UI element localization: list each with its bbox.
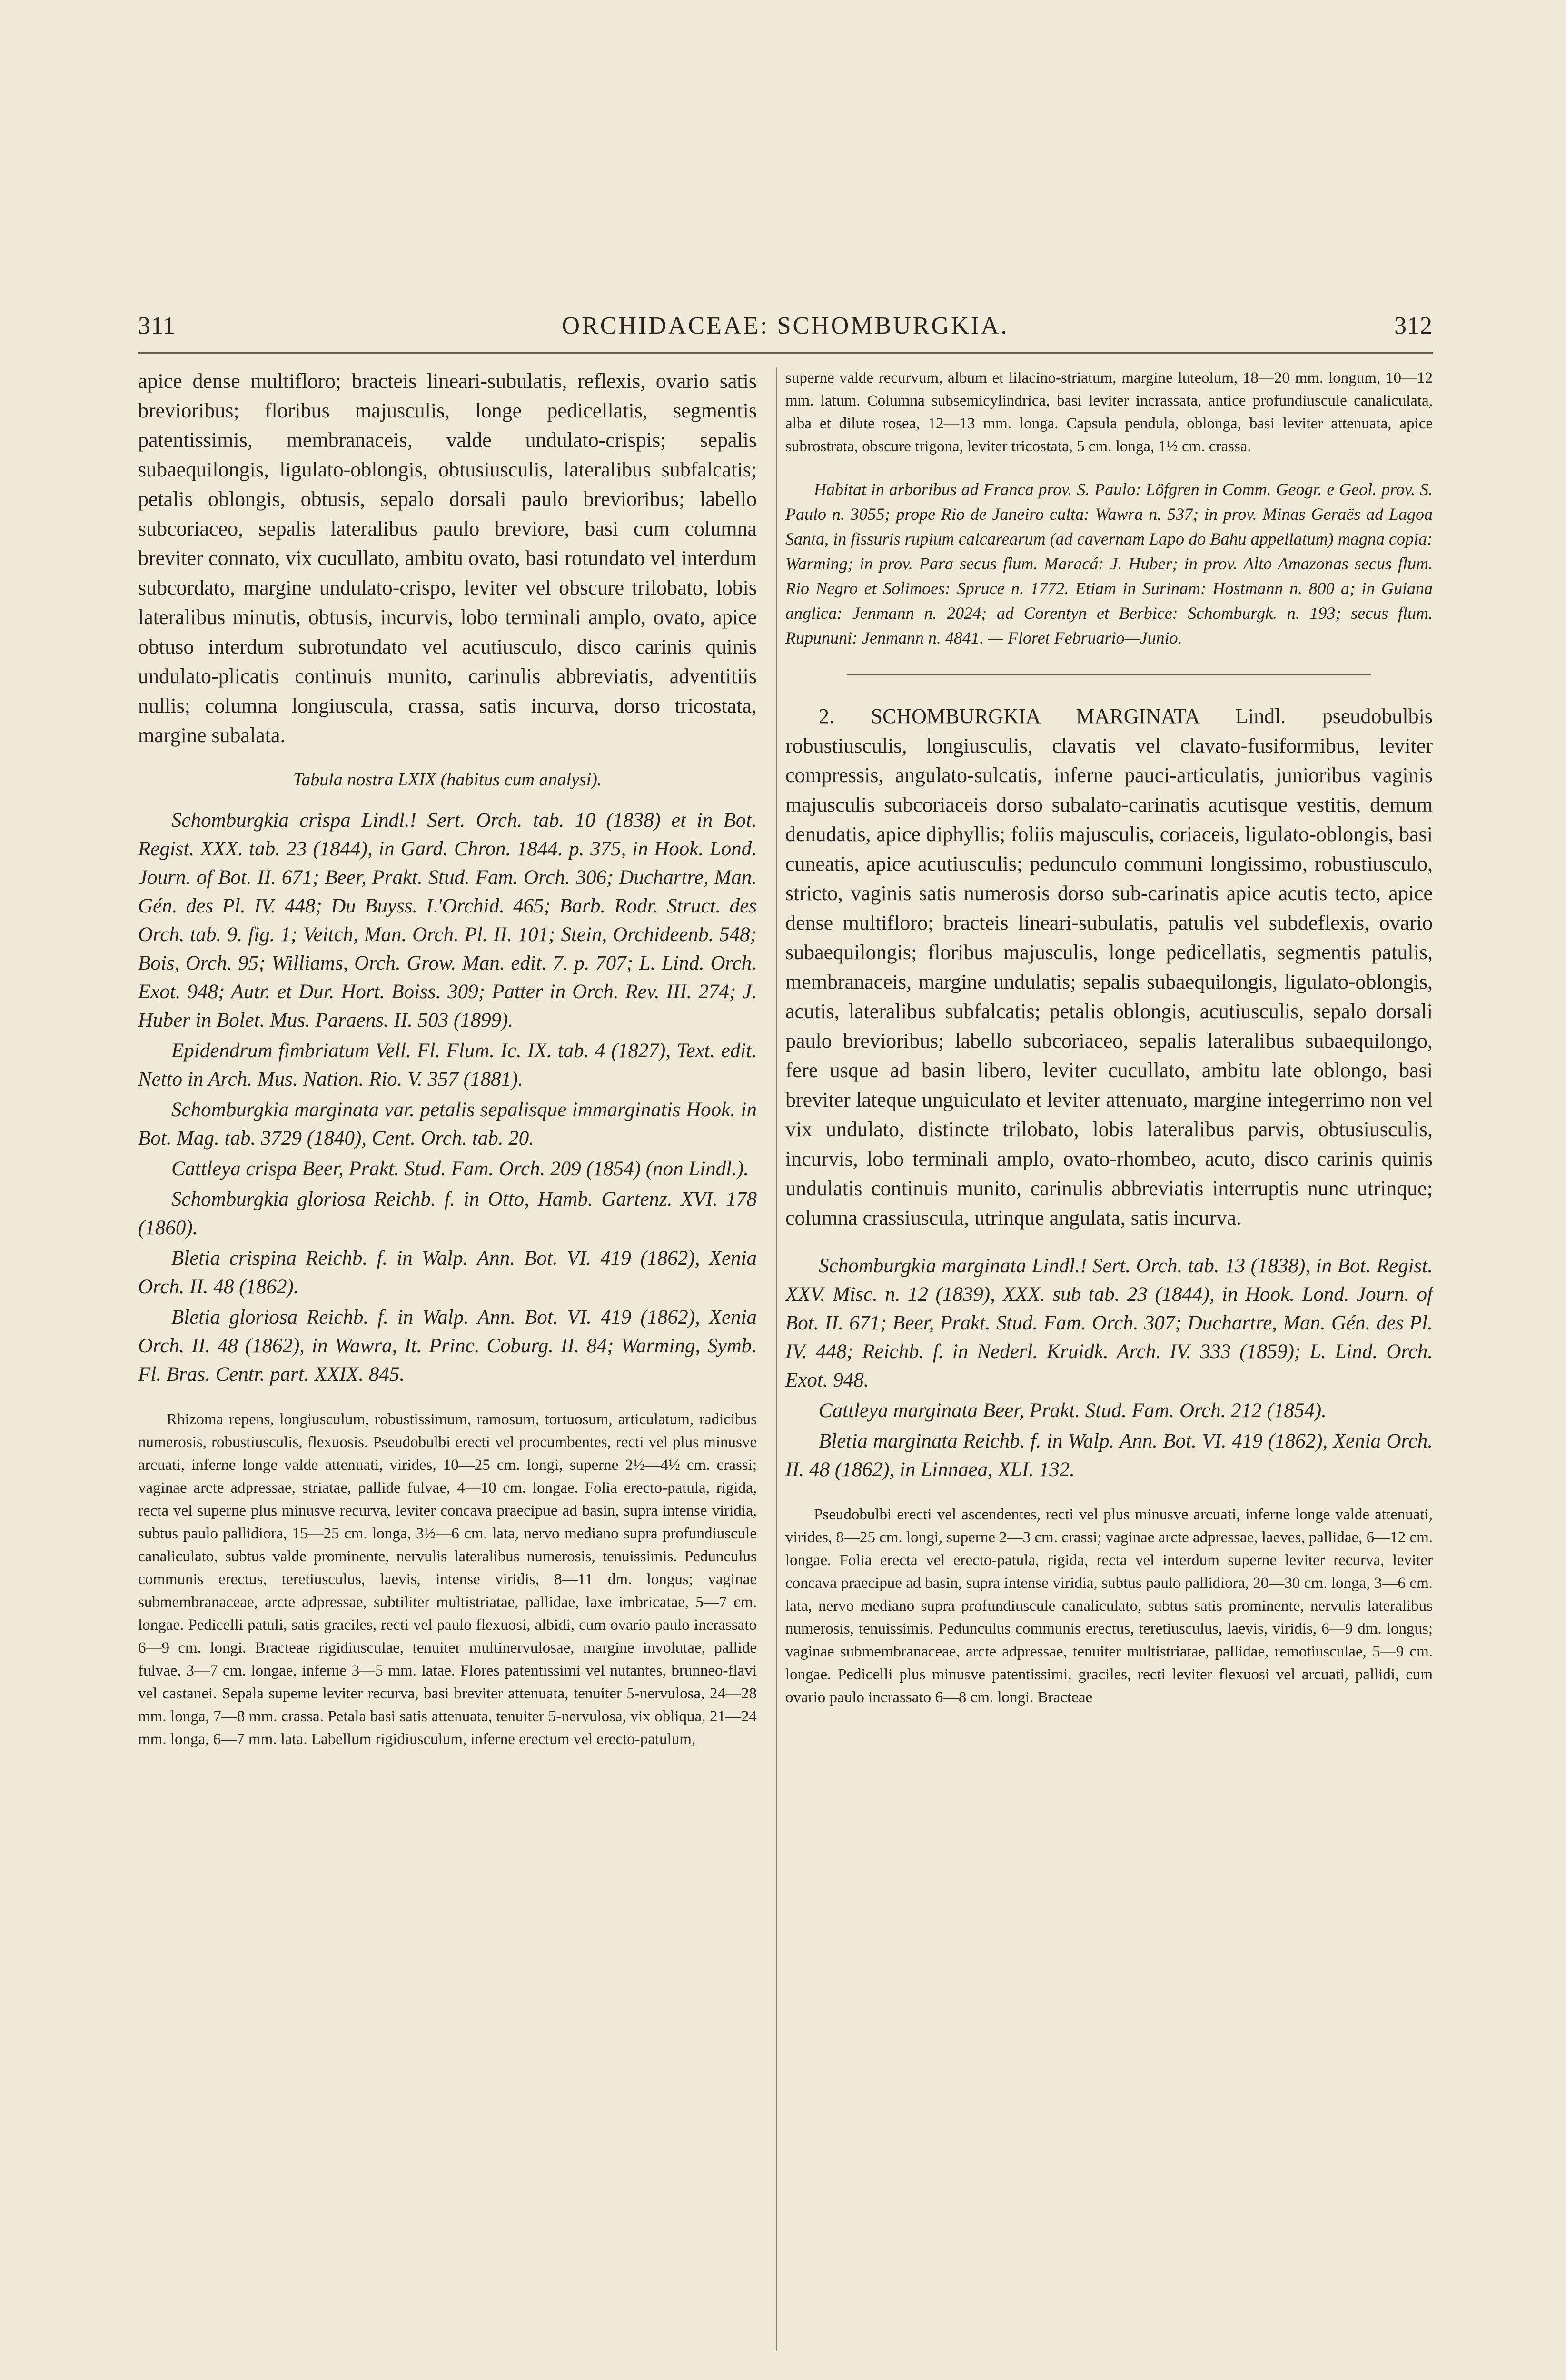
synonym-entry: Schomburgkia marginata Lindl.! Sert. Orch. tab. 13 (1838), in Bot. Regist. XXV. Misc. n. 12 (1839), XXX. sub tab. 23 (1844), in Hook. Lond. Journ. of Bot. II. 671; Beer, Prakt. Stud. Fam. Orch. 307; Duchartre, Man. Gén. des Pl. IV. 448; Reichb. f. in Nederl. Kruidk. Arch. IV. 333 (1859); L. Lind. Orch. Exot. 948. [785, 1255, 1433, 1391]
page-number-left: 311 [138, 312, 176, 339]
species-entry [785, 702, 1433, 1233]
species-description-continued: apice dense multifloro; bracteis lineari-subulatis, reflexis, ovario satis brevioribus; floribus majusculis, longe pedicellatis, segmentis patentissimis, membranaceis, valde undulato-crispis; sepalis subaequilongis, ligulato-oblongis, obtusiusculis, lateralibus subfalcatis; petalis oblongis, obtusis, sepalo dorsali paulo brevioribus; labello subcoriaceo, sepalis lateralibus paulo breviore, basi cum columna breviter connato, vix cucullato, ambitu ovato, basi rotundato vel interdum subcordato, margine undulato-crispo, leviter vel obscure trilobato, lobis lateralibus minutis, obtusis, incurvis, lobo terminali amplo, ovato, apice obtuso interdum subrotundato vel acutiusculo, disco carinis quinis undulato-plicatis continuis munito, carinulis abbreviatis, adventitiis nullis; columna longiuscula, crassa, satis incurva, dorso tricostata, margine subalata. [138, 369, 757, 747]
habitat-paragraph: Habitat in arboribus ad Franca prov. S. Paulo: Löfgren in Comm. Geogr. e Geol. prov. S. Paulo n. 3055; prope Rio de Janeiro culta: Wawra n. 537; in prov. Minas Geraës ad Lagoa Santa, in fissuris rupium calcarearum (ad cavernam Lapo do Bahu appellatum) magna copia: Warming; in prov. Para secus flum. Maracá: J. Huber; in prov. Alto Amazonas secus flum. Rio Negro et Solimoes: Spruce n. 1772. Etiam in Surinam: Hostmann n. 800 a; in Guiana anglica: Jenmann n. 2024; ad Corentyn et Berbice: Schomburgk. n. 193; secus flum. Rupununi: Jenmann n. 4841. — Floret Februario—Junio. [785, 480, 1433, 647]
left-column [138, 367, 757, 2361]
synonym-entry: Bletia marginata Reichb. f. in Walp. Ann. Bot. VI. 419 (1862), Xenia Orch. II. 48 (1862), in Linnaea, XLI. 132. [785, 1430, 1433, 1481]
detailed-description-small: Pseudobulbi erecti vel ascendentes, recti vel plus minusve arcuati, inferne longe valde attenuati, virides, 8—25 cm. longi, superne 2—3 cm. crassi; vaginae arcte adpressae, laeves, pallidae, 6—12 cm. longae. Folia erecta vel erecto-patula, rigida, recta vel interdum superne leviter recurva, leviter concava praecipue ad basin, supra intense viridia, subtus paulo pallidiora, 20—30 cm. longa, 3—6 cm. lata, nervo mediano supra profundiuscule canaliculato, subtus satis prominente, nervulis lateralibus numerosis, tenuissimis. Pedunculus communis erectus, teretiusculus, laevis, viridis, 6—9 dm. longus; vaginae submembranaceae, arcte adpressae, tenuiter multistriatae, pallidae, remotiusculae, 5—9 cm. longae. Pedicelli plus minusve patentissimi, graciles, recti leviter flexuosi vel arcuati, pallidi, cum ovario paulo incrassato 6—8 cm. longi. Bracteae [785, 1506, 1433, 1706]
synonym-entry: Schomburgkia marginata var. petalis sepalisque immarginatis Hook. in Bot. Mag. tab. 3729 (1840), Cent. Orch. tab. 20. [138, 1099, 757, 1150]
synonym-entry: Cattleya marginata Beer, Prakt. Stud. Fam. Orch. 212 (1854). [819, 1399, 1327, 1422]
synonym-entry: Schomburgkia crispa Lindl.! Sert. Orch. tab. 10 (1838) et in Bot. Regist. XXX. tab. 23 (1844), in Gard. Chron. 1844. p. 375, in Hook. Lond. Journ. of Bot. II. 671; Beer, Prakt. Stud. Fam. Orch. 306; Duchartre, Man. Gén. des Pl. IV. 448; Du Buyss. L'Orchid. 465; Barb. Rodr. Struct. des Orch. tab. 9. fig. 1; Veitch, Man. Orch. Pl. II. 101; Stein, Orchideenb. 548; Bois, Orch. 95; Williams, Orch. Grow. Man. edit. 7. p. 707; L. Lind. Orch. Exot. 948; Autr. et Dur. Hort. Boiss. 309; Patter in Orch. Rev. III. 274; J. Huber in Bolet. Mus. Paraens. II. 503 (1899). [138, 809, 757, 1031]
species-heading: 2. SCHOMBURGKIA MARGINATA Lindl. [819, 704, 1286, 728]
species-description: pseudobulbis robustiusculis, longiusculis, clavatis vel clavato-fusiformibus, leviter compressis, angulato-sulcatis, inferne pauci-articulatis, junioribus vaginis majusculis subcoriaceis dorso subalato-carinatis acutisque vestitis, demum denudatis, apice diphyllis; foliis majusculis, coriaceis, ligulato-oblongis, basi cuneatis, apice acutiusculis; pedunculo communi longissimo, robustiusculo, stricto, vaginis satis numerosis dorso sub-carinatis apice acutis tecto, apice dense multifloro; bracteis lineari-subulatis, patulis vel subdeflexis, ovario subaequilongis; floribus majusculis, longe pedicellatis, segmentis patulis, membranaceis, margine undulatis; sepalis subaequilongis, ligulato-oblongis, acutis, lateralibus subfalcatis; petalis oblongis, acutiusculis, sepalo dorsali paulo brevioribus; labello subcoriaceo, sepalis lateralibus subaequilongo, fere usque ad basin libero, leviter cucullato, ambitu late oblongo, basi breviter lateque unguiculato et leviter attenuato, margine integerrimo non vel vix undulato, distincte trilobato, lobis lateralibus parvis, obtusiusculis, incurvis, lobo terminali amplo, ovato-rhombeo, acuto, disco carinis quinis undulatis continuis munito, carinulis abbreviatis interruptis nunc utrinque; columna crassiuscula, utrinque angulata, satis incurva. [785, 704, 1433, 1230]
detailed-description-small: Rhizoma repens, longiusculum, robustissimum, ramosum, tortuosum, articulatum, radicibus numerosis, robustiusculis, flexuosis. Pseudobulbi erecti vel procumbentes, recti vel plus minusve arcuati, inferne longe valde attenuati, virides, 10—25 cm. longi, superne 2½—4½ cm. crassi; vaginae arcte adpressae, striatae, pallide fulvae, 4—10 cm. longae. Folia erecto-patula, rigida, recta vel superne plus minusve recurva, leviter concava praecipue ad basin, supra intense viridia, subtus paulo pallidiora, 15—25 cm. longa, 3½—6 cm. lata, nervo mediano supra profundiuscule canaliculato, subtus valde prominente, nervulis lateralibus numerosis, tenuissimis. Pedunculus communis erectus, teretiusculus, laevis, intense viridis, 8—11 dm. longus; vaginae submembranaceae, arcte adpressae, subtiliter multistriatae, pallidae, laxe imbricatae, 5—7 cm. longae. Pedicelli patuli, satis graciles, recti vel paulo flexuosi, albidi, cum ovario paulo incrassato 6—9 cm. longi. Bracteae rigidiusculae, tenuiter multinervulosae, margine involutae, pallide fulvae, 3—7 cm. longae, inferne 3—5 mm. latae. Flores patentissimi vel nutantes, brunneo-flavi vel castanei. Sepala superne leviter recurva, basi breviter attenuata, tenuiter 5-nervulosa, 24—28 mm. longa, 7—8 mm. crassa. Petala basi satis attenuata, tenuiter 5-nervulosa, vix obliqua, 21—24 mm. longa, 6—7 mm. lata. Labellum rigidiusculum, inferne erectum vel erecto-patulum, [138, 1411, 757, 1748]
detailed-description-continued: superne valde recurvum, album et lilacino-striatum, margine luteolum, 18—20 mm. longum, 10—12 mm. latum. Columna subsemicylindrica, basi leviter incrassata, antice profundiuscule canaliculata, alba et dilute rosea, 12—13 mm. longa. Capsula pendula, oblonga, basi leviter attenuata, apice subrostrata, obscure trigona, leviter tricostata, 5 cm. longa, 1½ cm. crassa. [785, 369, 1433, 455]
synonymy-list [785, 1252, 1433, 1484]
synonym-entry: Bletia gloriosa Reichb. f. in Walp. Ann. Bot. VI. 419 (1862), Xenia Orch. II. 48 (1862), in Wawra, It. Princ. Coburg. II. 84; Warming, Symb. Fl. Bras. Centr. part. XXIX. 845. [138, 1306, 757, 1386]
column-divider [776, 367, 777, 2351]
running-head [138, 307, 1433, 350]
header-rule [138, 352, 1433, 354]
synonymy-list [138, 806, 757, 1389]
section-rule [847, 674, 1371, 675]
synonym-entry: Bletia crispina Reichb. f. in Walp. Ann. Bot. VI. 419 (1862), Xenia Orch. II. 48 (1862). [138, 1247, 757, 1298]
plate-caption: Tabula nostra LXIX (habitus cum analysi). [293, 770, 602, 790]
page-number-right: 312 [1394, 312, 1433, 339]
right-column [785, 367, 1433, 2361]
synonym-entry: Epidendrum fimbriatum Vell. Fl. Flum. Ic. IX. tab. 4 (1827), Text. edit. Netto in Arch. Mus. Nation. Rio. V. 357 (1881). [138, 1040, 757, 1091]
synonym-entry: Cattleya crispa Beer, Prakt. Stud. Fam. Orch. 209 (1854) (non Lindl.). [171, 1158, 749, 1180]
running-title: ORCHIDACEAE: SCHOMBURGKIA. [562, 312, 1009, 339]
synonym-entry: Schomburgkia gloriosa Reichb. f. in Otto, Hamb. Gartenz. XVI. 178 (1860). [138, 1188, 757, 1239]
